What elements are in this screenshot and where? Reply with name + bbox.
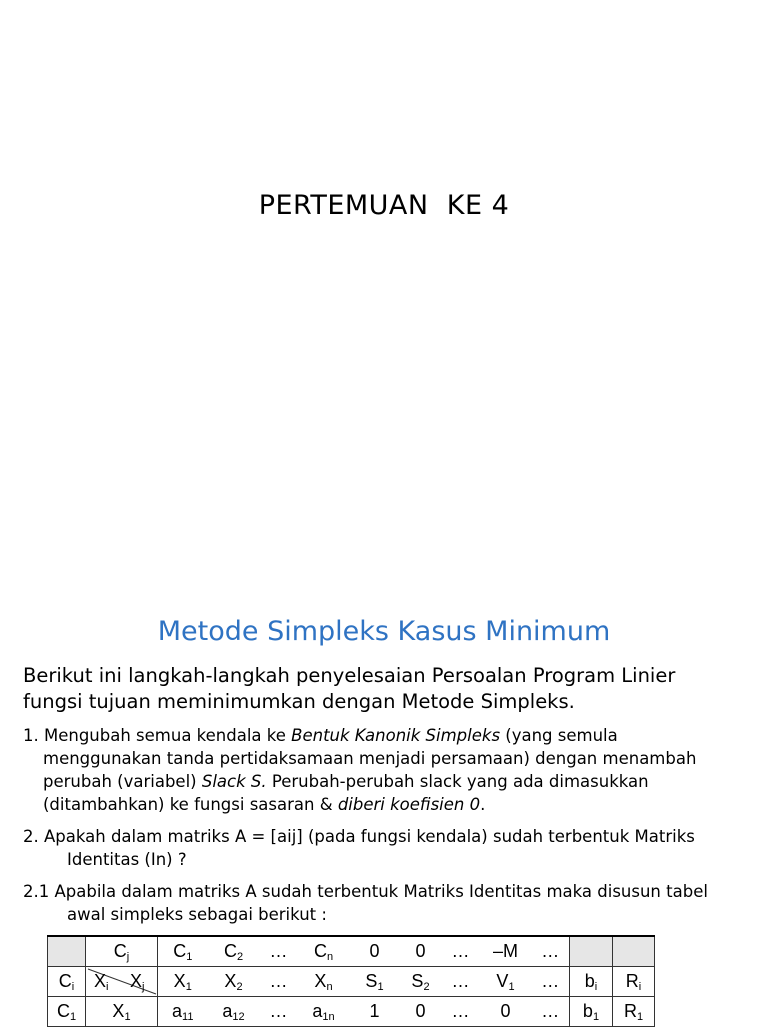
r1-cell: $R_1$ (613, 997, 655, 1027)
v1-value-cell: 0 (480, 997, 532, 1027)
step-1-text-a: 1. Mengubah semua kendala ke (23, 726, 292, 745)
step-1-emphasis-a: Bentuk Kanonik Simpleks (291, 726, 501, 745)
row1-ellipsis-1: … (260, 967, 298, 997)
step-2 (23, 825, 753, 871)
r-header-cell (613, 936, 655, 967)
table-row (48, 967, 655, 997)
row1-ellipsis-3: … (532, 967, 570, 997)
cj-header-cell: $C_j$ (86, 936, 158, 967)
s2-coef-header-cell: 0 (400, 936, 442, 967)
table-row (48, 997, 655, 1027)
xi-xj-diagonal-cell (86, 967, 158, 997)
header-ellipsis-1: … (260, 936, 298, 967)
step-1-text-b: (yang semula (500, 726, 618, 745)
step-2-1-line-1: 2.1 Apabila dalam matriks A sudah terbentuk Matriks Identitas maka disusun tabel (23, 882, 708, 901)
step-1-text-e: (ditambahkan) ke fungsi sasaran & (43, 795, 338, 814)
xi-label: $X_i$ (94, 971, 109, 993)
step-1 (23, 724, 753, 816)
row2-ellipsis-3: … (532, 997, 570, 1027)
intro-line-1: Berikut ini langkah-langkah penyelesaian Persoalan Program Linier (23, 664, 676, 687)
step-1-line-2: menggunakan tanda pertidaksamaan menjadi persamaan) dengan menambah (43, 749, 697, 768)
v1-coef-header-cell: –M (480, 936, 532, 967)
slide-1-title: PERTEMUAN KE 4 (258, 190, 510, 221)
ci-label-cell: $C_i$ (48, 967, 86, 997)
intro-line-2: fungsi tujuan meminimumkan dengan Metode Simpleks. (23, 690, 575, 713)
table-header-row (48, 936, 655, 967)
s2-label-cell: $S_2$ (400, 967, 442, 997)
step-2-line-1: 2. Apakah dalam matriks A = [aij] (pada fungsi kendala) sudah terbentuk Matriks (23, 827, 695, 846)
c2-header-cell: $C_2$ (208, 936, 260, 967)
s1-label-cell: $S_1$ (350, 967, 400, 997)
ri-label-cell: $R_i$ (613, 967, 655, 997)
row2-ellipsis-1: … (260, 997, 298, 1027)
bi-label-cell: $b_i$ (570, 967, 613, 997)
table-corner-cell (48, 936, 86, 967)
step-1-text-c: perubah (variabel) (43, 772, 202, 791)
a12-cell: $a_{12}$ (208, 997, 260, 1027)
c1-row-cell: $C_1$ (48, 997, 86, 1027)
row1-ellipsis-2: … (442, 967, 480, 997)
step-1-text-d: Perubah-perubah slack yang ada dimasukkan (266, 772, 649, 791)
s1-coef-header-cell: 0 (350, 936, 400, 967)
v1-label-cell: $V_1$ (480, 967, 532, 997)
a11-cell: $a_{11}$ (158, 997, 208, 1027)
b-header-cell (570, 936, 613, 967)
xn-label-cell: $X_n$ (298, 967, 350, 997)
x1-label-cell: $X_1$ (158, 967, 208, 997)
xj-label: $X_j$ (130, 971, 145, 993)
intro-paragraph (23, 663, 753, 715)
step-2-line-2: Identitas (In) ? (67, 850, 187, 869)
s1-value-cell: 1 (350, 997, 400, 1027)
row2-ellipsis-2: … (442, 997, 480, 1027)
step-2-1 (23, 880, 753, 926)
step-2-1-line-2: awal simpleks sebagai berikut : (67, 905, 327, 924)
c1-header-cell: $C_1$ (158, 936, 208, 967)
x1-basis-cell: $X_1$ (86, 997, 158, 1027)
s2-value-cell: 0 (400, 997, 442, 1027)
cn-header-cell: $C_n$ (298, 936, 350, 967)
step-1-emphasis-e: diberi koefisien 0 (337, 795, 481, 814)
x2-label-cell: $X_2$ (208, 967, 260, 997)
a1n-cell: $a_{1n}$ (298, 997, 350, 1027)
step-1-emphasis-c: Slack S. (201, 772, 267, 791)
header-ellipsis-2: … (442, 936, 480, 967)
slide-2-title: Metode Simpleks Kasus Minimum (157, 616, 611, 647)
header-ellipsis-3: … (532, 936, 570, 967)
simplex-table (47, 935, 655, 1027)
step-1-text-f: . (480, 795, 486, 814)
b1-cell: $b_1$ (570, 997, 613, 1027)
